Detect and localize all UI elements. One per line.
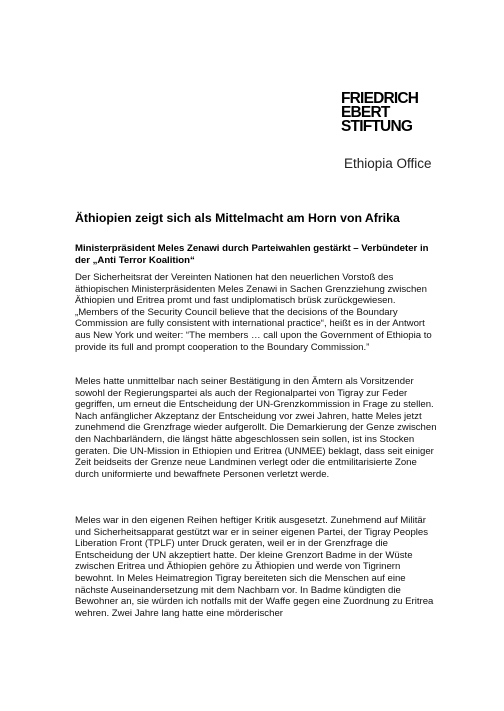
article-title: Äthiopien zeigt sich als Mittelmacht am Horn von Afrika — [75, 211, 400, 225]
office-name: Ethiopia Office — [344, 156, 432, 171]
logo-line-3: STIFTUNG — [341, 118, 413, 135]
paragraph-2: Meles hatte unmittelbar nach seiner Bestätigung in den Ämtern als Vorsitzender sowohl der Regierungspartei als auch der Regionalpartei von Tigray zur Feder gegriffen, um erneut die Entscheidung der UN-Grenzkommission in Frage zu stellen. Nach anfänglicher Akzeptanz der Entscheidung vor zwei Jahren, hatte Meles jetzt zunehmend die Grenzfrage wieder aufgerollt. Die Demarkierung der Genze zwischen den Nachbarländern, die längst hätte abgeschlossen sein sollen, ist ins Stocken geraten. Die UN-Mission in Ethiopien und Eritrea (UNMEE) beklagt, dass seit einiger Zeit beidseits der Grenze neue Landminen verlegt oder die entmilitarisierte Zone durch uniformierte und bewaffnete Personen verletzt werde. — [75, 376, 437, 480]
paragraph-1: Der Sicherheitsrat der Vereinten Nationen hat den neuerlichen Vorstoß des äthiopischen Ministerpräsidenten Meles Zenawi in Sachen Grenzziehung zwischen Äthiopien und Eritrea promt und fast undiplomatisch brüsk zurückgewiesen. „Members of the Security Council believe that the decisions of the Boundary Commission are fully consistent with international practice“, heißt es in der Antwort aus New York und weiter: “The members … call upon the Government of Ethiopia to provide its full and prompt cooperation to the Boundary Commission.” — [75, 272, 432, 353]
paragraph-3: Meles war in den eigenen Reihen heftiger Kritik ausgesetzt. Zunehmend auf Militär und Sicherheitsapparat gestützt war er in seiner eigenen Partei, der Tigray Peoples Liberation Front (TPLF) unter Druck geraten, weil er in der Grenzfrage die Entscheidung der UN akzeptiert hatte. Der kleine Grenzort Badme in der Wüste zwischen Eritrea und Äthiopien gehöre zu Äthiopien und werde von Tigrinern bewohnt. In Meles Heimatregion Tigray bereiteten sich die Menschen auf eine nächste Auseinandersetzung mit dem Nachbarn vor. In Badme kündigten die Bewohner an, sie würden ich notfalls mit der Waffe gegen eine Zuordnung zu Eritrea wehren. Zwei Jahre lang hatte eine mörderischer — [75, 515, 434, 619]
logo-line-1: FRIEDRICH — [341, 90, 419, 107]
article-subtitle: Ministerpräsident Meles Zenawi durch Parteiwahlen gestärkt – Verbündeter in der „Anti Terror Koalition“ — [75, 243, 429, 266]
logo-line-2: EBERT — [341, 104, 390, 121]
foundation-logo — [341, 92, 425, 134]
